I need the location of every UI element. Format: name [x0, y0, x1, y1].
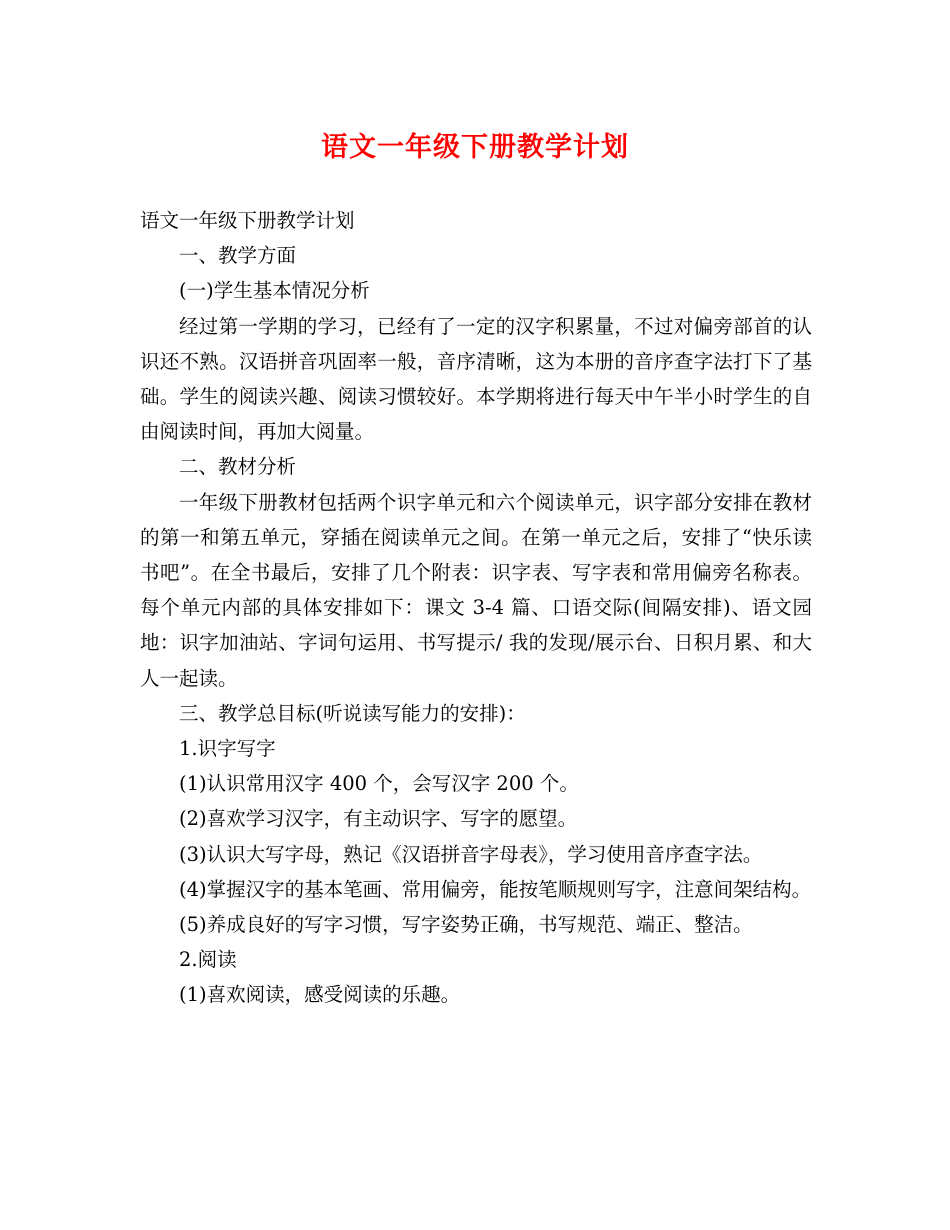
- paragraph: 经过第一学期的学习，已经有了一定的汉字积累量，不过对偏旁部首的认识还不熟。汉语拼音巩固率一般，音序清晰，这为本册的音序查字法打下了基础。学生的阅读兴趣、阅读习惯较好。本学期将进行每天中午半小时学生的自由阅读时间，再加大阅量。: [140, 314, 812, 444]
- paragraph: (1)喜欢阅读，感受阅读的乐趣。: [179, 983, 461, 1007]
- document-title: 语文一年级下册教学计划: [321, 132, 629, 163]
- paragraph: (2)喜欢学习汉字，有主动识字、写字的愿望。: [179, 807, 578, 831]
- paragraph: 一、教学方面: [179, 244, 297, 268]
- paragraph: (1)认识常用汉字 400 个，会写汉字 200 个。: [179, 772, 579, 796]
- paragraph: 2.阅读: [179, 948, 237, 972]
- paragraph: (一)学生基本情况分析: [179, 279, 370, 303]
- paragraph: (3)认识大写字母，熟记《汉语拼音字母表》，学习使用音序查字法。: [179, 842, 763, 866]
- paragraph: 一年级下册教材包括两个识字单元和六个阅读单元，识字部分安排在教材的第一和第五单元，穿插在阅读单元之间。在第一单元之后，安排了“快乐读书吧”。在全书最后，安排了几个附表：识字表、写字表和常用偏旁名称表。每个单元内部的具体安排如下：课文 3-4 篇、口语交际(间隔安排)、语文园地：识字加油站、字词句运用、书写提示/ 我的发现/展示台、日积月累、和大人一起读。: [140, 490, 812, 690]
- paragraph: 三、教学总目标(听说读写能力的安排)：: [179, 701, 526, 725]
- paragraph: (5)养成良好的写字习惯，写字姿势正确，书写规范、端正、整洁。: [179, 913, 753, 937]
- paragraph: (4)掌握汉字的基本笔画、常用偏旁，能按笔顺规则写字，注意间架结构。: [179, 877, 812, 901]
- document-body: [140, 203, 812, 1013]
- paragraph: 二、教材分析: [179, 455, 297, 479]
- paragraph: 语文一年级下册教学计划: [140, 209, 355, 232]
- paragraph: 1.识字写字: [179, 737, 276, 761]
